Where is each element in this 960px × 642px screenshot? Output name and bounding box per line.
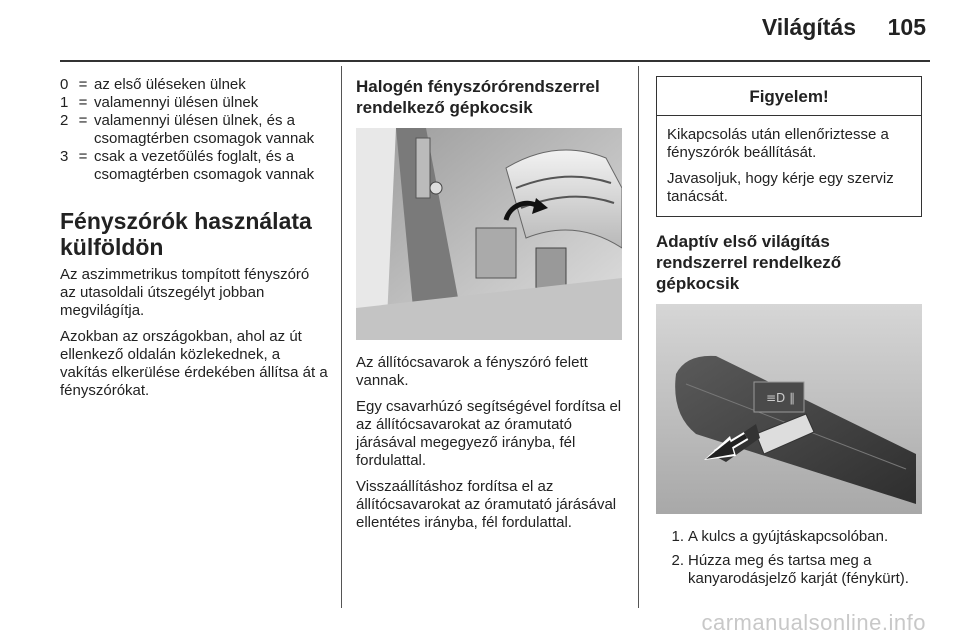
definition-number: 2 — [60, 112, 69, 129]
definition-text: az első üléseken ülnek — [94, 76, 246, 93]
section-heading: Adaptív első világítás rendszerrel rendelkező gépkocsik — [656, 232, 842, 293]
turn-signal-lever-image — [656, 304, 922, 514]
body-paragraph: Egy csavarhúzó segítségével fordítsa el az állítócsavarokat az óramutató járásával megegyező irányba, fél fordulattal. — [356, 398, 622, 469]
step-text: Húzza meg és tartsa meg a kanyarodásjelző karját (fénykürt). — [688, 552, 909, 587]
definition-number: 1 — [60, 94, 69, 111]
definition-row — [60, 76, 328, 94]
warning-notice-box — [656, 76, 922, 217]
step-text: A kulcs a gyújtáskapcsolóban. — [688, 528, 889, 545]
step-number: 1. — [671, 528, 684, 545]
svg-text:≡D ∥: ≡D ∥ — [766, 391, 796, 405]
body-paragraph: Az aszimmetrikus tompított fényszóró az utasoldali útszegélyt jobban megvilágítja. — [60, 266, 310, 319]
definition-equals: = — [78, 94, 88, 111]
column-divider-1 — [341, 66, 342, 608]
body-paragraph: Visszaállításhoz fordítsa el az állítócsavarokat az óramutató járásával ellentétes irányba, fél fordulattal. — [356, 478, 617, 531]
body-paragraph: Az állítócsavarok a fényszóró felett vannak. — [356, 354, 588, 389]
step-item — [656, 528, 922, 546]
section-heading: Halogén fényszórórendszerrel rendelkező gépkocsik — [356, 77, 600, 117]
column-1 — [60, 76, 328, 408]
definition-list — [60, 76, 328, 184]
header-divider — [60, 60, 930, 62]
definition-text: csak a vezetőülés foglalt, és a csomagtérben csomagok vannak — [94, 148, 315, 183]
notice-paragraph: Kikapcsolás után ellenőriztesse a fényszórók beállítását. — [667, 126, 889, 161]
section-heading: Fényszórók használata külföldön — [60, 208, 312, 260]
column-2 — [356, 76, 624, 540]
page-number: 105 — [887, 14, 926, 40]
notice-paragraph: Javasoljuk, hogy kérje egy szerviz tanácsát. — [667, 170, 894, 205]
body-paragraph: Azokban az országokban, ahol az út ellenkező oldalán közlekednek, a vakítás elkerülése érdekében állítsa át a fényszórókat. — [60, 328, 328, 399]
page-header-title: Világítás — [761, 14, 856, 40]
column-3 — [656, 76, 922, 594]
definition-equals: = — [78, 112, 88, 129]
notice-title: Figyelem! — [657, 77, 921, 116]
definition-row — [60, 94, 328, 112]
instruction-steps — [656, 528, 922, 588]
definition-equals: = — [78, 148, 88, 165]
headlight-adjustment-image — [356, 128, 622, 340]
definition-text: valamennyi ülésen ülnek, és a csomagtérben csomagok vannak — [94, 112, 315, 147]
step-item — [656, 552, 922, 588]
column-divider-2 — [638, 66, 639, 608]
definition-row — [60, 112, 328, 148]
definition-number: 3 — [60, 148, 69, 165]
definition-equals: = — [78, 76, 88, 93]
definition-number: 0 — [60, 76, 69, 93]
step-number: 2. — [671, 552, 684, 569]
watermark-text: carmanualsonline.info — [701, 610, 926, 635]
definition-row — [60, 148, 328, 184]
definition-text: valamennyi ülésen ülnek — [94, 94, 259, 111]
